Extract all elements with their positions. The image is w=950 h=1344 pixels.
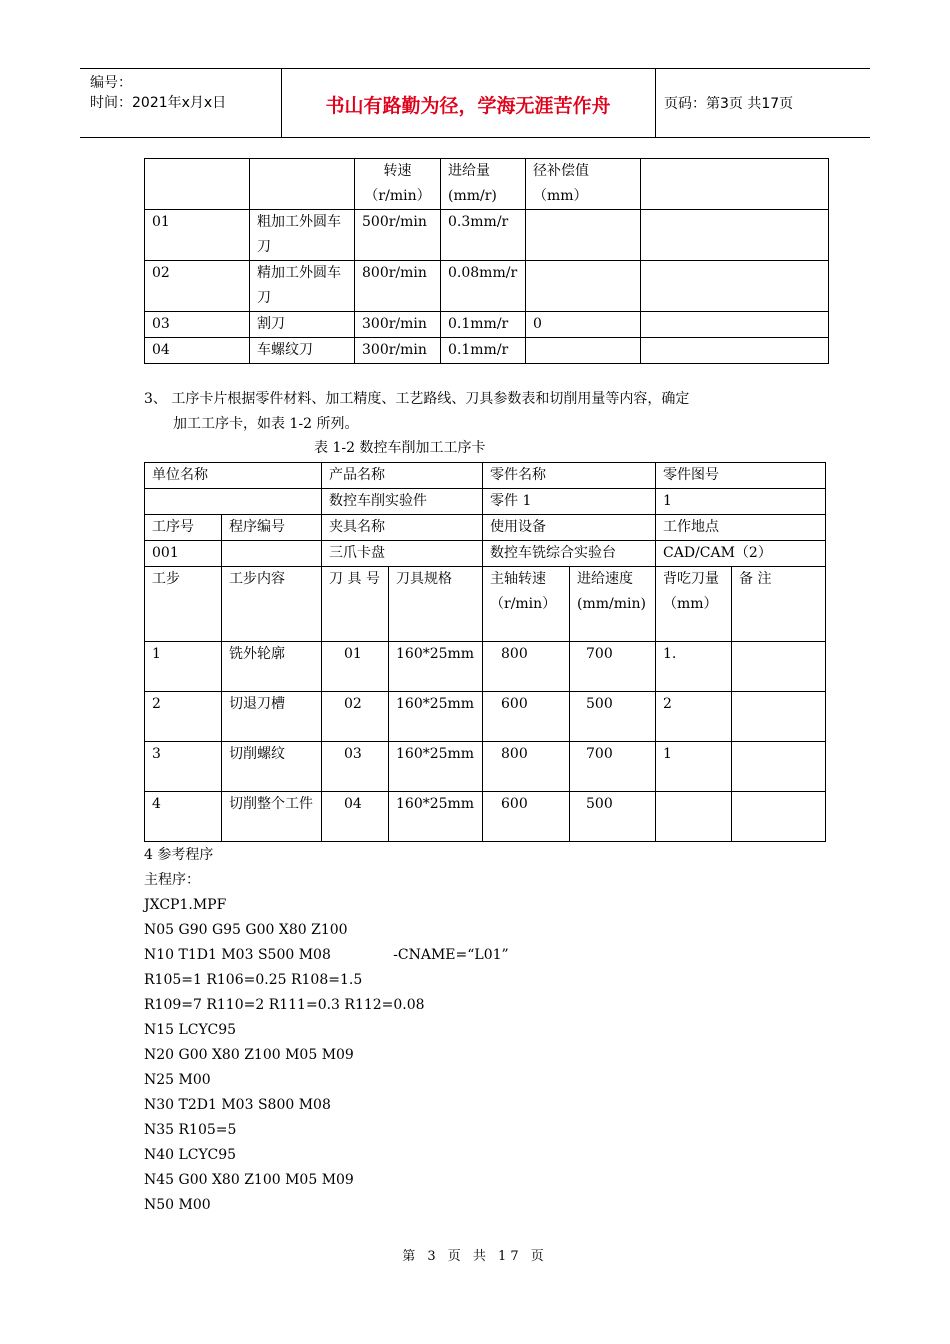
part-label: 零件名称	[483, 463, 656, 489]
tool-header-cell: 径补偿值（mm）	[526, 159, 641, 210]
step-header-cell: 工步	[145, 567, 222, 642]
location-label: 工作地点	[656, 515, 826, 541]
tool-cell	[526, 261, 641, 312]
tool-cell: 300r/min	[355, 312, 441, 338]
tool-cell: 03	[145, 312, 250, 338]
step-cell: 160*25mm	[389, 692, 483, 742]
op-no-label: 工序号	[145, 515, 222, 541]
program-title: 4 参考程序	[144, 847, 214, 863]
tool-cell: 04	[145, 338, 250, 364]
program-line: N40 LCYC95	[144, 1147, 237, 1163]
step-cell: 切退刀槽	[222, 692, 322, 742]
fixture-value: 三爪卡盘	[322, 541, 483, 567]
tool-row	[145, 261, 829, 312]
step-header-cell: 背吃刀量（mm）	[656, 567, 732, 642]
tool-cell	[641, 338, 829, 364]
step-row	[145, 642, 826, 692]
step-cell: 02	[322, 692, 389, 742]
location-value: CAD/CAM（2）	[656, 541, 826, 567]
time-label: 时间：2021年x月x日	[90, 95, 227, 111]
tool-cell: 02	[145, 261, 250, 312]
tool-cell	[526, 338, 641, 364]
tool-header-cell: 转速（r/min）	[355, 159, 441, 210]
step-row	[145, 742, 826, 792]
step-cell: 700	[570, 642, 656, 692]
program-line: N45 G00 X80 Z100 M05 M09	[144, 1172, 354, 1188]
tool-cell	[526, 210, 641, 261]
tool-cell: 0.1mm/r	[441, 312, 526, 338]
equipment-label: 使用设备	[483, 515, 656, 541]
step-cell: 3	[145, 742, 222, 792]
part-value: 零件 1	[483, 489, 656, 515]
tool-cell: 0	[526, 312, 641, 338]
prog-no-value	[222, 541, 322, 567]
program-line: N35 R105=5	[144, 1122, 237, 1138]
tool-cell: 割刀	[250, 312, 355, 338]
step-header-cell: 刀具规格	[389, 567, 483, 642]
header-page-label: 页码：第3页 共17页	[664, 96, 794, 112]
program-line: N30 T2D1 M03 S800 M08	[144, 1097, 331, 1113]
page-footer	[0, 1245, 950, 1264]
tool-row	[145, 210, 829, 261]
step-cell: 800	[483, 742, 570, 792]
fixture-label: 夹具名称	[322, 515, 483, 541]
equipment-value: 数控车铣综合实验台	[483, 541, 656, 567]
tool-header-cell	[250, 159, 355, 210]
step-cell	[732, 692, 826, 742]
program-line: JXCP1.MPF	[144, 897, 227, 913]
step-cell: 600	[483, 792, 570, 842]
step-header-cell: 刀 具 号	[322, 567, 389, 642]
step-cell: 800	[483, 642, 570, 692]
program-main-label: 主程序：	[144, 872, 200, 888]
program-line: R105=1 R106=0.25 R108=1.5	[144, 972, 363, 988]
product-label: 产品名称	[322, 463, 483, 489]
header-motto: 书山有路勤为径，学海无涯苦作舟	[325, 95, 611, 117]
tool-cell: 800r/min	[355, 261, 441, 312]
tool-cell: 0.3mm/r	[441, 210, 526, 261]
step-header-cell: 主轴转速（r/min）	[483, 567, 570, 642]
program-line: N50 M00	[144, 1197, 211, 1213]
step-cell: 1	[656, 742, 732, 792]
drawing-label: 零件图号	[656, 463, 826, 489]
unit-label: 单位名称	[145, 463, 322, 489]
step-cell	[656, 792, 732, 842]
step-cell: 160*25mm	[389, 642, 483, 692]
unit-value	[145, 489, 322, 515]
tool-row	[145, 312, 829, 338]
table-caption: 表 1-2 数控车削加工工序卡	[314, 440, 486, 456]
step-cell	[732, 642, 826, 692]
tool-parameter-table	[144, 158, 829, 364]
step-header-cell: 进给速度(mm/min)	[570, 567, 656, 642]
step-cell: 1.	[656, 642, 732, 692]
tool-cell: 500r/min	[355, 210, 441, 261]
tool-cell	[641, 312, 829, 338]
step-header-cell: 工步内容	[222, 567, 322, 642]
tool-header-cell	[641, 159, 829, 210]
tool-header-cell	[145, 159, 250, 210]
tool-cell: 粗加工外圆车刀	[250, 210, 355, 261]
page-header	[80, 68, 870, 138]
step-cell: 160*25mm	[389, 742, 483, 792]
tool-cell: 精加工外圆车刀	[250, 261, 355, 312]
step-cell: 160*25mm	[389, 792, 483, 842]
tool-cell: 0.08mm/r	[441, 261, 526, 312]
reference-program	[144, 843, 509, 1218]
tool-cell: 0.1mm/r	[441, 338, 526, 364]
process-card-paragraph	[144, 387, 824, 437]
step-cell: 04	[322, 792, 389, 842]
step-cell: 切削整个工件	[222, 792, 322, 842]
step-cell: 01	[322, 642, 389, 692]
program-line: N15 LCYC95	[144, 1022, 237, 1038]
program-line: N20 G00 X80 Z100 M05 M09	[144, 1047, 354, 1063]
drawing-value: 1	[656, 489, 826, 515]
program-line: N10 T1D1 M03 S500 M08 -CNAME=“L01”	[144, 947, 509, 963]
step-cell: 600	[483, 692, 570, 742]
tool-cell	[641, 261, 829, 312]
process-card-table	[144, 462, 826, 842]
step-cell: 2	[656, 692, 732, 742]
tool-cell	[641, 210, 829, 261]
step-cell: 4	[145, 792, 222, 842]
step-header-cell: 备 注	[732, 567, 826, 642]
step-cell: 铣外轮廓	[222, 642, 322, 692]
step-cell: 切削螺纹	[222, 742, 322, 792]
program-line: N25 M00	[144, 1072, 211, 1088]
tool-header-cell: 进给量(mm/r)	[441, 159, 526, 210]
header-meta	[90, 73, 280, 113]
step-cell: 500	[570, 692, 656, 742]
program-line: R109=7 R110=2 R111=0.3 R112=0.08	[144, 997, 425, 1013]
tool-cell: 01	[145, 210, 250, 261]
tool-row	[145, 338, 829, 364]
step-cell	[732, 742, 826, 792]
prog-no-label: 程序编号	[222, 515, 322, 541]
step-cell: 03	[322, 742, 389, 792]
step-cell	[732, 792, 826, 842]
tool-cell: 300r/min	[355, 338, 441, 364]
step-cell: 700	[570, 742, 656, 792]
op-no-value: 001	[145, 541, 222, 567]
step-cell: 1	[145, 642, 222, 692]
step-row	[145, 792, 826, 842]
paragraph-line-1: 3、 工序卡片根据零件材料、加工精度、工艺路线、刀具参数表和切削用量等内容，确定	[144, 391, 690, 407]
program-line: N05 G90 G95 G00 X80 Z100	[144, 922, 348, 938]
step-cell: 2	[145, 692, 222, 742]
number-label: 编号：	[90, 75, 132, 91]
tool-cell: 车螺纹刀	[250, 338, 355, 364]
paragraph-line-2: 加工工序卡，如表 1-2 所列。	[173, 416, 359, 432]
footer-page-text: 第 3 页 共 17 页	[402, 1249, 548, 1264]
product-value: 数控车削实验件	[322, 489, 483, 515]
step-row	[145, 692, 826, 742]
step-cell: 500	[570, 792, 656, 842]
